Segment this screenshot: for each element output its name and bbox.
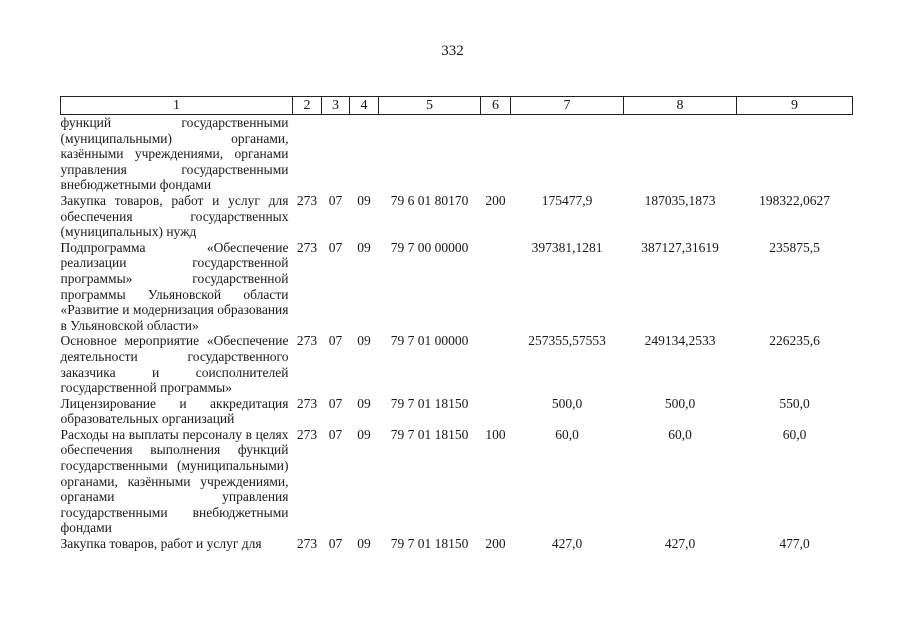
cell-col-2 (293, 115, 322, 193)
cell-col-9: 60,0 (782, 426, 807, 442)
cell-col-9: 477,0 (779, 536, 810, 552)
table-row (61, 396, 853, 427)
cell-col-9: 550,0 (779, 395, 810, 411)
cell-col-3: 07 (328, 239, 343, 255)
row-name: Закупка товаров, работ и услуг для (60, 536, 262, 552)
column-header-9: 9 (737, 97, 853, 115)
cell-col-3: 07 (328, 192, 343, 208)
cell-col-5 (379, 115, 481, 193)
cell-col-8: 387127,31619 (641, 239, 719, 255)
row-name: Закупка товаров, работ и услуг для обеспечения государственных (муниципальных) нужд (60, 192, 289, 240)
cell-col-6: 200 (485, 536, 506, 552)
cell-col-6: 200 (485, 192, 506, 208)
cell-col-2: 273 (296, 192, 318, 208)
cell-col-3: 07 (328, 395, 343, 411)
cell-col-4: 09 (357, 426, 371, 442)
page-number: 332 (441, 43, 464, 59)
column-header-3: 3 (322, 97, 350, 115)
cell-col-4: 09 (357, 239, 371, 255)
cell-col-7: 175477,9 (541, 192, 593, 208)
row-name: Основное мероприятие «Обеспечение деятельности государственного заказчика и соисполнителей государственной программы» (60, 333, 289, 396)
cell-col-5: 79 7 01 00000 (390, 333, 469, 349)
cell-col-7: 427,0 (551, 536, 583, 552)
table-row (61, 536, 853, 552)
table-row (61, 240, 853, 334)
row-name: Лицензирование и аккредитация образовательных организаций (60, 395, 289, 427)
table-row (61, 333, 853, 395)
cell-col-5: 79 6 01 80170 (390, 192, 469, 208)
cell-col-7: 60,0 (555, 426, 579, 442)
cell-col-4: 09 (357, 395, 371, 411)
cell-col-5: 79 7 00 00000 (390, 239, 469, 255)
cell-col-7 (511, 115, 624, 193)
cell-col-2: 273 (296, 395, 318, 411)
cell-col-2: 273 (296, 426, 318, 442)
cell-col-4: 09 (357, 192, 371, 208)
cell-col-8 (624, 115, 737, 193)
cell-col-2: 273 (296, 333, 318, 349)
cell-col-4: 09 (357, 536, 371, 552)
header-row (61, 97, 853, 115)
column-header-1: 1 (61, 97, 293, 115)
cell-col-7: 397381,1281 (531, 239, 603, 255)
column-header-8: 8 (624, 97, 737, 115)
cell-col-4: 09 (357, 333, 371, 349)
column-header-2: 2 (293, 97, 322, 115)
cell-col-5: 79 7 01 18150 (390, 395, 469, 411)
cell-col-8: 60,0 (668, 426, 692, 442)
table-row (61, 193, 853, 240)
cell-col-5: 79 7 01 18150 (390, 536, 469, 552)
cell-col-3: 07 (328, 333, 343, 349)
row-name: Расходы на выплаты персоналу в целях обеспечения выполнения функций государственными (муниципальными) органами, казёнными учреждениями, органами управления государственными внебюджетными фондами (60, 426, 289, 536)
column-header-7: 7 (511, 97, 624, 115)
cell-col-7: 500,0 (551, 395, 583, 411)
cell-col-3: 07 (328, 536, 343, 552)
cell-col-6 (481, 115, 511, 193)
cell-col-9: 226235,6 (769, 333, 820, 349)
budget-table (60, 96, 853, 552)
cell-col-2: 273 (296, 239, 318, 255)
table-row (61, 115, 853, 193)
table-row (61, 427, 853, 536)
cell-col-9: 235875,5 (769, 239, 820, 255)
cell-col-6: 100 (485, 426, 506, 442)
column-header-6: 6 (481, 97, 511, 115)
cell-col-6 (481, 396, 511, 427)
cell-col-9 (737, 115, 853, 193)
cell-col-7: 257355,57553 (528, 333, 606, 349)
column-header-4: 4 (350, 97, 379, 115)
row-name: Подпрограмма «Обеспечение реализации государственной программы» государственной программы Ульяновской области «Развитие и модернизация образования в Ульяновской области» (60, 239, 289, 333)
table-body (61, 115, 853, 552)
row-name: функций государственными (муниципальными) органами, казёнными учреждениями, органами управления государственными внебюджетными фондами (60, 115, 289, 193)
cell-col-8: 249134,2533 (644, 333, 716, 349)
table-header (61, 97, 853, 115)
cell-col-9: 198322,0627 (759, 192, 830, 208)
cell-col-8: 187035,1873 (644, 192, 716, 208)
cell-col-4 (350, 115, 379, 193)
column-header-5: 5 (379, 97, 481, 115)
cell-col-3 (322, 115, 350, 193)
cell-col-6 (481, 333, 511, 395)
cell-col-8: 427,0 (664, 536, 696, 552)
cell-col-8: 500,0 (664, 395, 696, 411)
cell-col-6 (481, 240, 511, 334)
cell-col-3: 07 (328, 426, 343, 442)
cell-col-5: 79 7 01 18150 (390, 426, 469, 442)
cell-col-2: 273 (296, 536, 318, 552)
